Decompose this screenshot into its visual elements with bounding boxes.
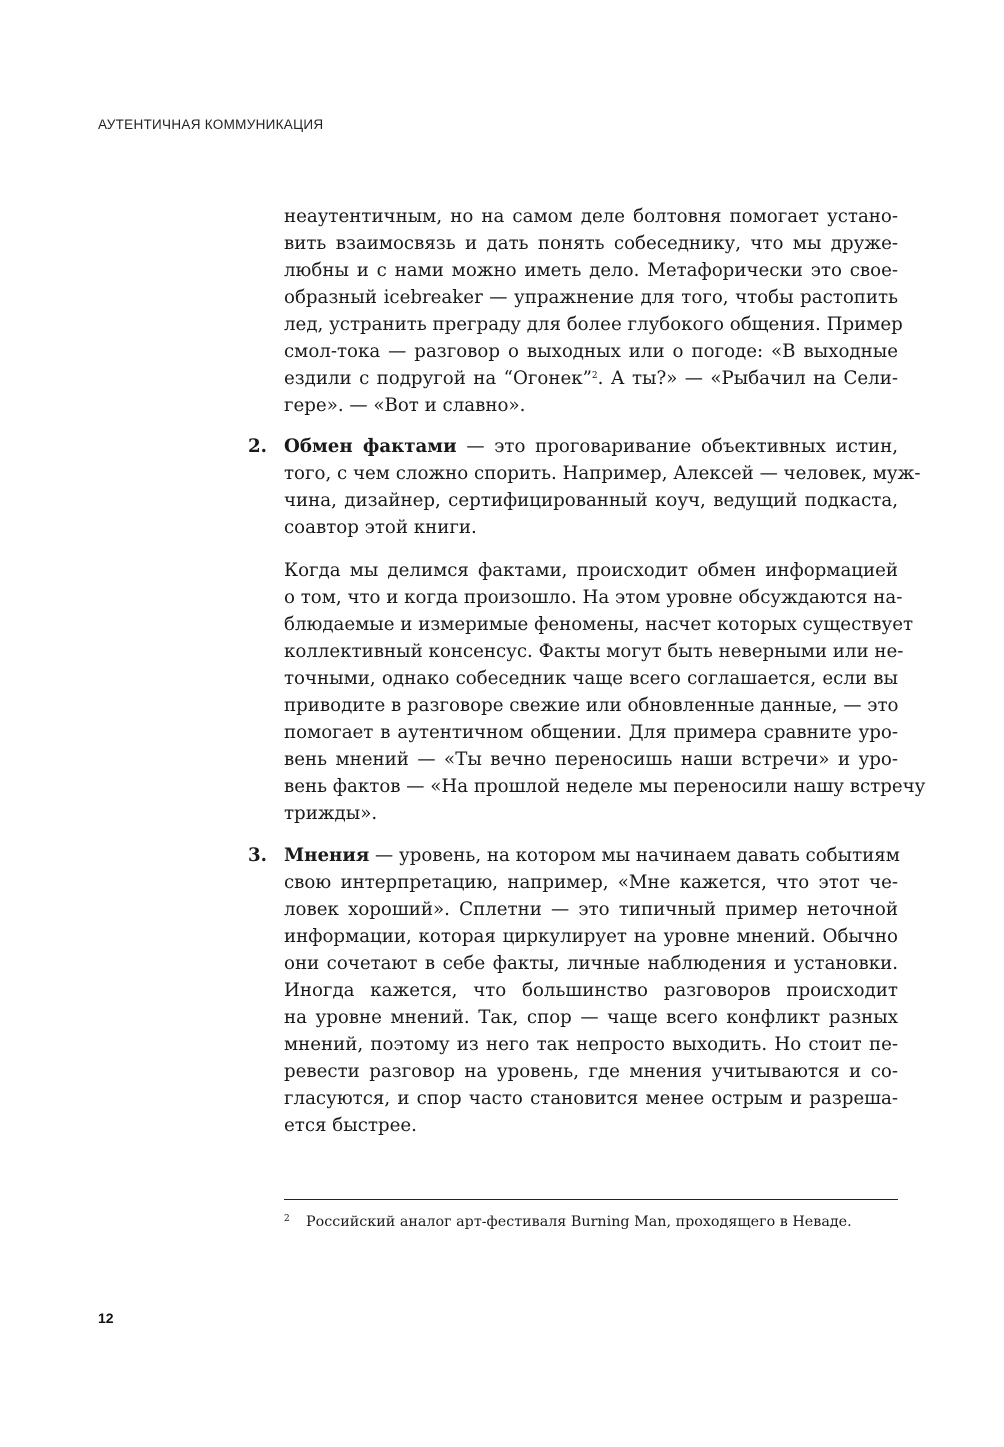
- list-item-opinions: [284, 842, 898, 1139]
- list-item-facts-continued: [284, 557, 926, 827]
- text-line: [284, 365, 898, 392]
- text-fragment: . А ты?» — «Рыбачил на Сели-: [597, 368, 898, 389]
- text-line: информации, которая циркулирует на уровне мнений. Обычно: [284, 926, 898, 947]
- text-line: Когда мы делимся фактами, происходит обмен информацией: [284, 560, 898, 581]
- text-line: свою интерпретацию, например, «Мне кажется, что этот че-: [284, 872, 898, 893]
- term-heading: Обмен фактами: [284, 436, 457, 457]
- text-line: [284, 842, 898, 869]
- footnote-text: Российский аналог арт-фестиваля Burning Man, проходящего в Неваде.: [306, 1214, 852, 1230]
- text-line: Иногда кажется, что большинство разговоров происходит: [284, 980, 898, 1001]
- text-line: трижды».: [284, 803, 378, 824]
- running-head: АУТЕНТИЧНАЯ КОММУНИКАЦИЯ: [98, 117, 324, 132]
- text-line: на уровне мнений. Так, спор — чаще всего конфликт разных: [284, 1007, 898, 1028]
- text-line: мнений, поэтому из него так непросто выходить. Но стоит пе-: [284, 1034, 898, 1055]
- text-line: ловек хороший». Сплетни — это типичный пример неточной: [284, 899, 898, 920]
- text-line: лед, устранить преграду для более глубокого общения. Пример: [284, 314, 903, 335]
- term-heading: Мнения: [284, 845, 370, 866]
- footnote-divider: [284, 1199, 898, 1200]
- text-line: образный icebreaker — упражнение для того, чтобы растопить: [284, 287, 898, 308]
- text-line: чина, дизайнер, сертифицированный коуч, ведущий подкаста,: [284, 490, 898, 511]
- text-line: смол-тока — разговор о выходных или о погоде: «В выходные: [284, 341, 898, 362]
- text-line: вень мнений — «Ты вечно переносишь наши встречи» и уро-: [284, 749, 898, 770]
- text-line: ревести разговор на уровень, где мнения учитываются и со-: [284, 1061, 898, 1082]
- text-line: вень фактов — «На прошлой неделе мы переносили нашу встречу: [284, 776, 926, 797]
- text-fragment: — это проговаривание объективных истин,: [456, 436, 898, 457]
- text-line: того, с чем сложно спорить. Например, Алексей — человек, муж-: [284, 463, 921, 484]
- text-line: гере». — «Вот и славно».: [284, 395, 526, 416]
- text-line: точными, однако собеседник чаще всего соглашается, если вы: [284, 668, 898, 689]
- text-line: ется быстрее.: [284, 1115, 417, 1136]
- text-line: соавтор этой книги.: [284, 517, 477, 538]
- paragraph-intro: [284, 203, 903, 419]
- text-line: гласуются, и спор часто становится менее острым и разреша-: [284, 1088, 898, 1109]
- text-line: приводите в разговоре свежие или обновленные данные, — это: [284, 695, 899, 716]
- list-number: 3.: [248, 845, 267, 866]
- text-line: о том, что и когда произошло. На этом уровне обсуждаются на-: [284, 587, 903, 608]
- footnote: 2 Российский аналог арт-фестиваля Burning Man, проходящего в Неваде.: [284, 1214, 852, 1230]
- text-line: неаутентичным, но на самом деле болтовня помогает устано-: [284, 206, 898, 227]
- list-number: 2.: [248, 436, 267, 457]
- text-fragment: ездили с подругой на “Огонек”: [284, 368, 592, 389]
- page-number: 12: [98, 1310, 114, 1326]
- text-line: они сочетают в себе факты, личные наблюдения и установки.: [284, 953, 898, 974]
- text-line: блюдаемые и измеримые феномены, насчет которых существует: [284, 614, 914, 635]
- text-line: помогает в аутентичном общении. Для примера сравните уро-: [284, 722, 898, 743]
- text-line: коллективный консенсус. Факты могут быть неверными или не-: [284, 641, 904, 662]
- text-line: вить взаимосвязь и дать понять собеседнику, что мы друже-: [284, 233, 898, 254]
- text-line: любны и с нами можно иметь дело. Метафорически это свое-: [284, 260, 898, 281]
- text-line: [284, 433, 898, 460]
- text-fragment: — уровень, на котором мы начинаем давать событиям: [369, 845, 900, 866]
- list-item-facts: [284, 433, 921, 541]
- footnote-reference[interactable]: 2: [591, 371, 598, 381]
